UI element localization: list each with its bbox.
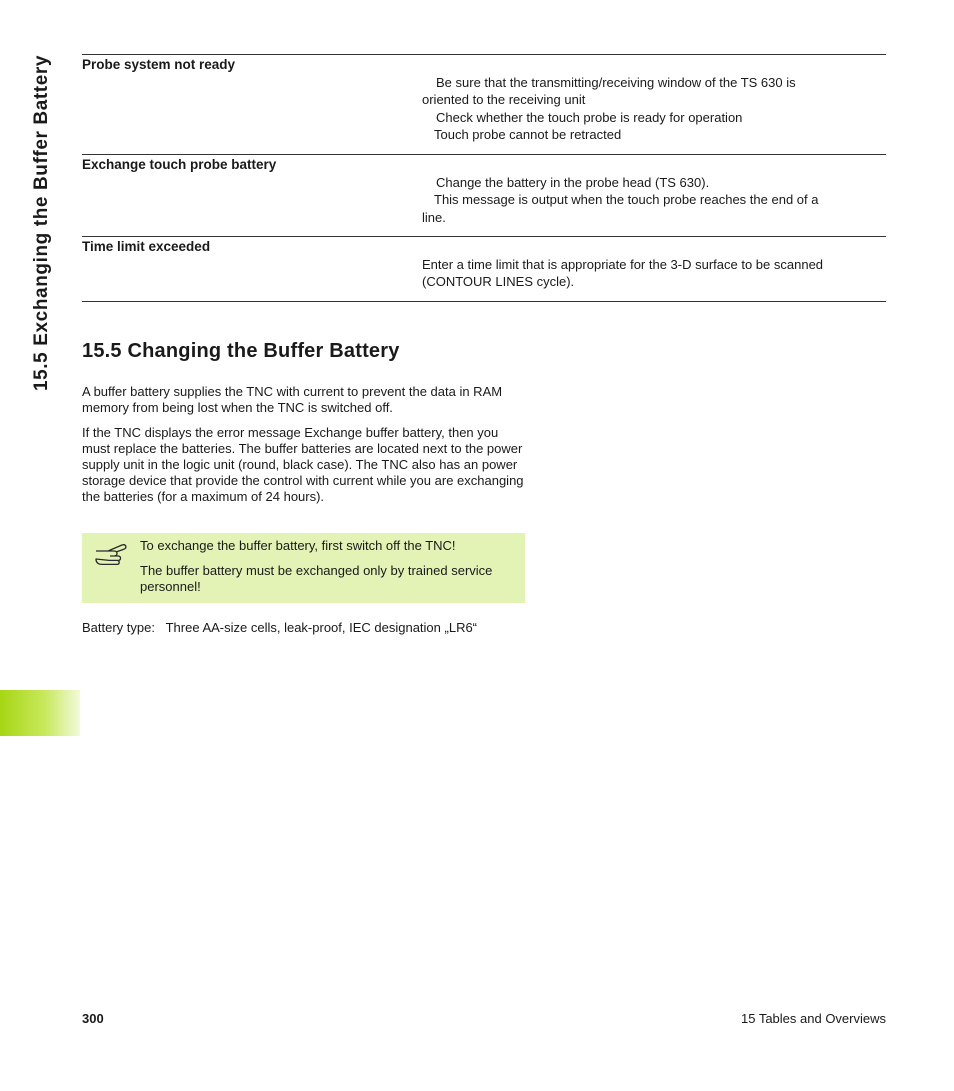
note-line: The buffer battery must be exchanged only by trained service personnel! xyxy=(140,563,493,594)
error-title: Exchange touch probe battery xyxy=(82,157,277,172)
error-line: oriented to the receiving unit xyxy=(422,92,586,107)
error-line: Change the battery in the probe head (TS 630). xyxy=(436,174,710,190)
error-line: Be sure that the transmitting/receiving window of the TS 630 is xyxy=(436,74,796,90)
pointing-hand-icon xyxy=(94,541,130,567)
error-row-probe-not-ready xyxy=(82,55,886,154)
error-row-exchange-battery xyxy=(82,154,886,236)
note-box xyxy=(82,533,525,603)
error-title: Probe system not ready xyxy=(82,57,236,72)
error-line: Enter a time limit that is appropriate for the 3-D surface to be scanned xyxy=(422,256,824,272)
error-description xyxy=(422,74,886,144)
note-line: To exchange the buffer battery, first switch off the TNC! xyxy=(140,538,456,553)
error-message-table xyxy=(82,54,886,302)
side-chapter-title-text: 15.5 Exchanging the Buffer Battery xyxy=(31,54,52,392)
chapter-footer: 15 Tables and Overviews xyxy=(740,1011,886,1026)
page-number: 300 xyxy=(82,1011,104,1026)
error-title: Time limit exceeded xyxy=(82,239,211,254)
error-row-time-limit xyxy=(82,236,886,301)
error-description xyxy=(422,256,886,291)
error-description xyxy=(422,174,886,227)
battery-type-value: Three AA-size cells, leak-proof, IEC designation „LR6“ xyxy=(165,620,478,635)
chapter-tab-marker xyxy=(0,690,80,736)
error-line: (CONTOUR LINES cycle). xyxy=(422,274,575,289)
replacement-paragraph: If the TNC displays the error message Exchange buffer battery, then you must replace the batteries. The buffer batteries are located next to the power supply unit in the logic unit (round, black case). The TNC also has an power storage device that provide the control with current while you are exchanging the batteries (for a maximum of 24 hours). xyxy=(82,425,524,504)
side-chapter-title xyxy=(20,8,64,438)
error-line: This message is output when the touch probe reaches the end of a xyxy=(434,192,819,207)
battery-type-line xyxy=(82,620,477,636)
intro-paragraph: A buffer battery supplies the TNC with current to prevent the data in RAM memory from being lost when the TNC is switched off. xyxy=(82,384,503,415)
section-heading: 15.5 Changing the Buffer Battery xyxy=(82,340,400,362)
error-line: line. xyxy=(422,209,446,225)
battery-type-label: Battery type: xyxy=(82,620,155,635)
error-line: Touch probe cannot be retracted xyxy=(434,127,622,142)
error-line: Check whether the touch probe is ready for operation xyxy=(436,109,743,125)
